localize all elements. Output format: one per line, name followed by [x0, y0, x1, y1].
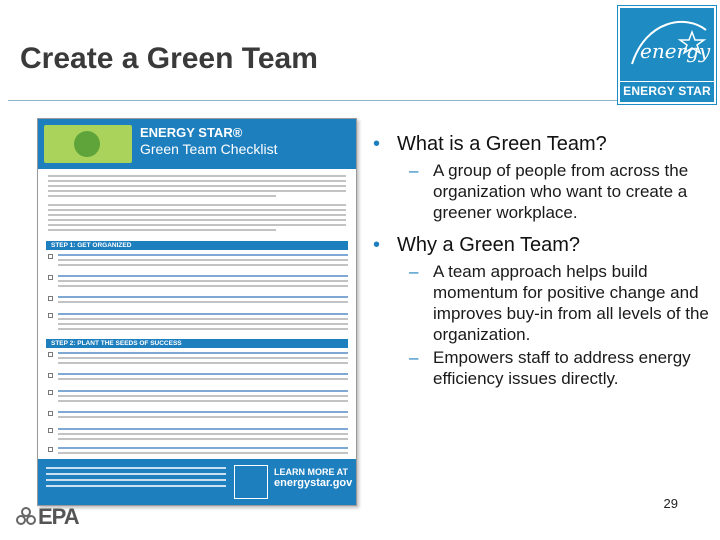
- checklist-cta-label: LEARN MORE AT: [274, 467, 348, 477]
- checklist-item: [48, 254, 348, 269]
- title-divider: [8, 100, 620, 101]
- checklist-subtitle: Green Team Checklist: [140, 141, 278, 157]
- checklist-header: [38, 119, 356, 169]
- slide-bullets: [373, 132, 713, 391]
- logo-label: ENERGY STAR: [620, 81, 714, 98]
- checklist-item: [48, 373, 348, 383]
- checklist-intro: [38, 175, 356, 234]
- energy-star-icon: [626, 12, 712, 78]
- checklist-item: [48, 313, 348, 333]
- slide-title: Create a Green Team: [20, 42, 318, 75]
- checklist-step1-band: STEP 1: GET ORGANIZED: [46, 241, 348, 250]
- logo-script: energy: [640, 39, 711, 63]
- energy-star-small-icon: [234, 465, 268, 499]
- checklist-item: [48, 447, 348, 457]
- bullet-what-is: • What is a Green Team?: [373, 132, 713, 156]
- sub-bullet-definition: – A group of people from across the organization who want to create a greener workplace.: [373, 160, 713, 223]
- checklist-footer: [38, 459, 356, 505]
- checklist-item: [48, 390, 348, 405]
- epa-wordmark: EPA: [38, 504, 79, 529]
- energy-star-logo: [618, 6, 716, 104]
- checklist-header-art: [44, 125, 132, 163]
- bullet-why: • Why a Green Team?: [373, 233, 713, 257]
- checklist-item: [48, 275, 348, 290]
- checklist-item: [48, 296, 348, 306]
- sub-bullet-empowers: – Empowers staff to address energy efficiency issues directly.: [373, 347, 713, 389]
- green-team-checklist-image: [37, 118, 357, 506]
- epa-logo: [16, 504, 86, 530]
- epa-flower-icon: [16, 506, 36, 528]
- checklist-step2-band: STEP 2: PLANT THE SEEDS OF SUCCESS: [46, 339, 348, 348]
- checklist-item: [48, 428, 348, 443]
- checklist-url: energystar.gov: [274, 477, 353, 489]
- checklist-item: [48, 352, 348, 367]
- page-number: 29: [663, 496, 678, 511]
- sub-bullet-momentum: – A team approach helps build momentum for positive change and improves buy-in from all levels of the organization.: [373, 261, 713, 345]
- checklist-brand: ENERGY STAR®: [140, 125, 243, 140]
- checklist-item: [48, 411, 348, 421]
- checklist-cta: [274, 467, 352, 489]
